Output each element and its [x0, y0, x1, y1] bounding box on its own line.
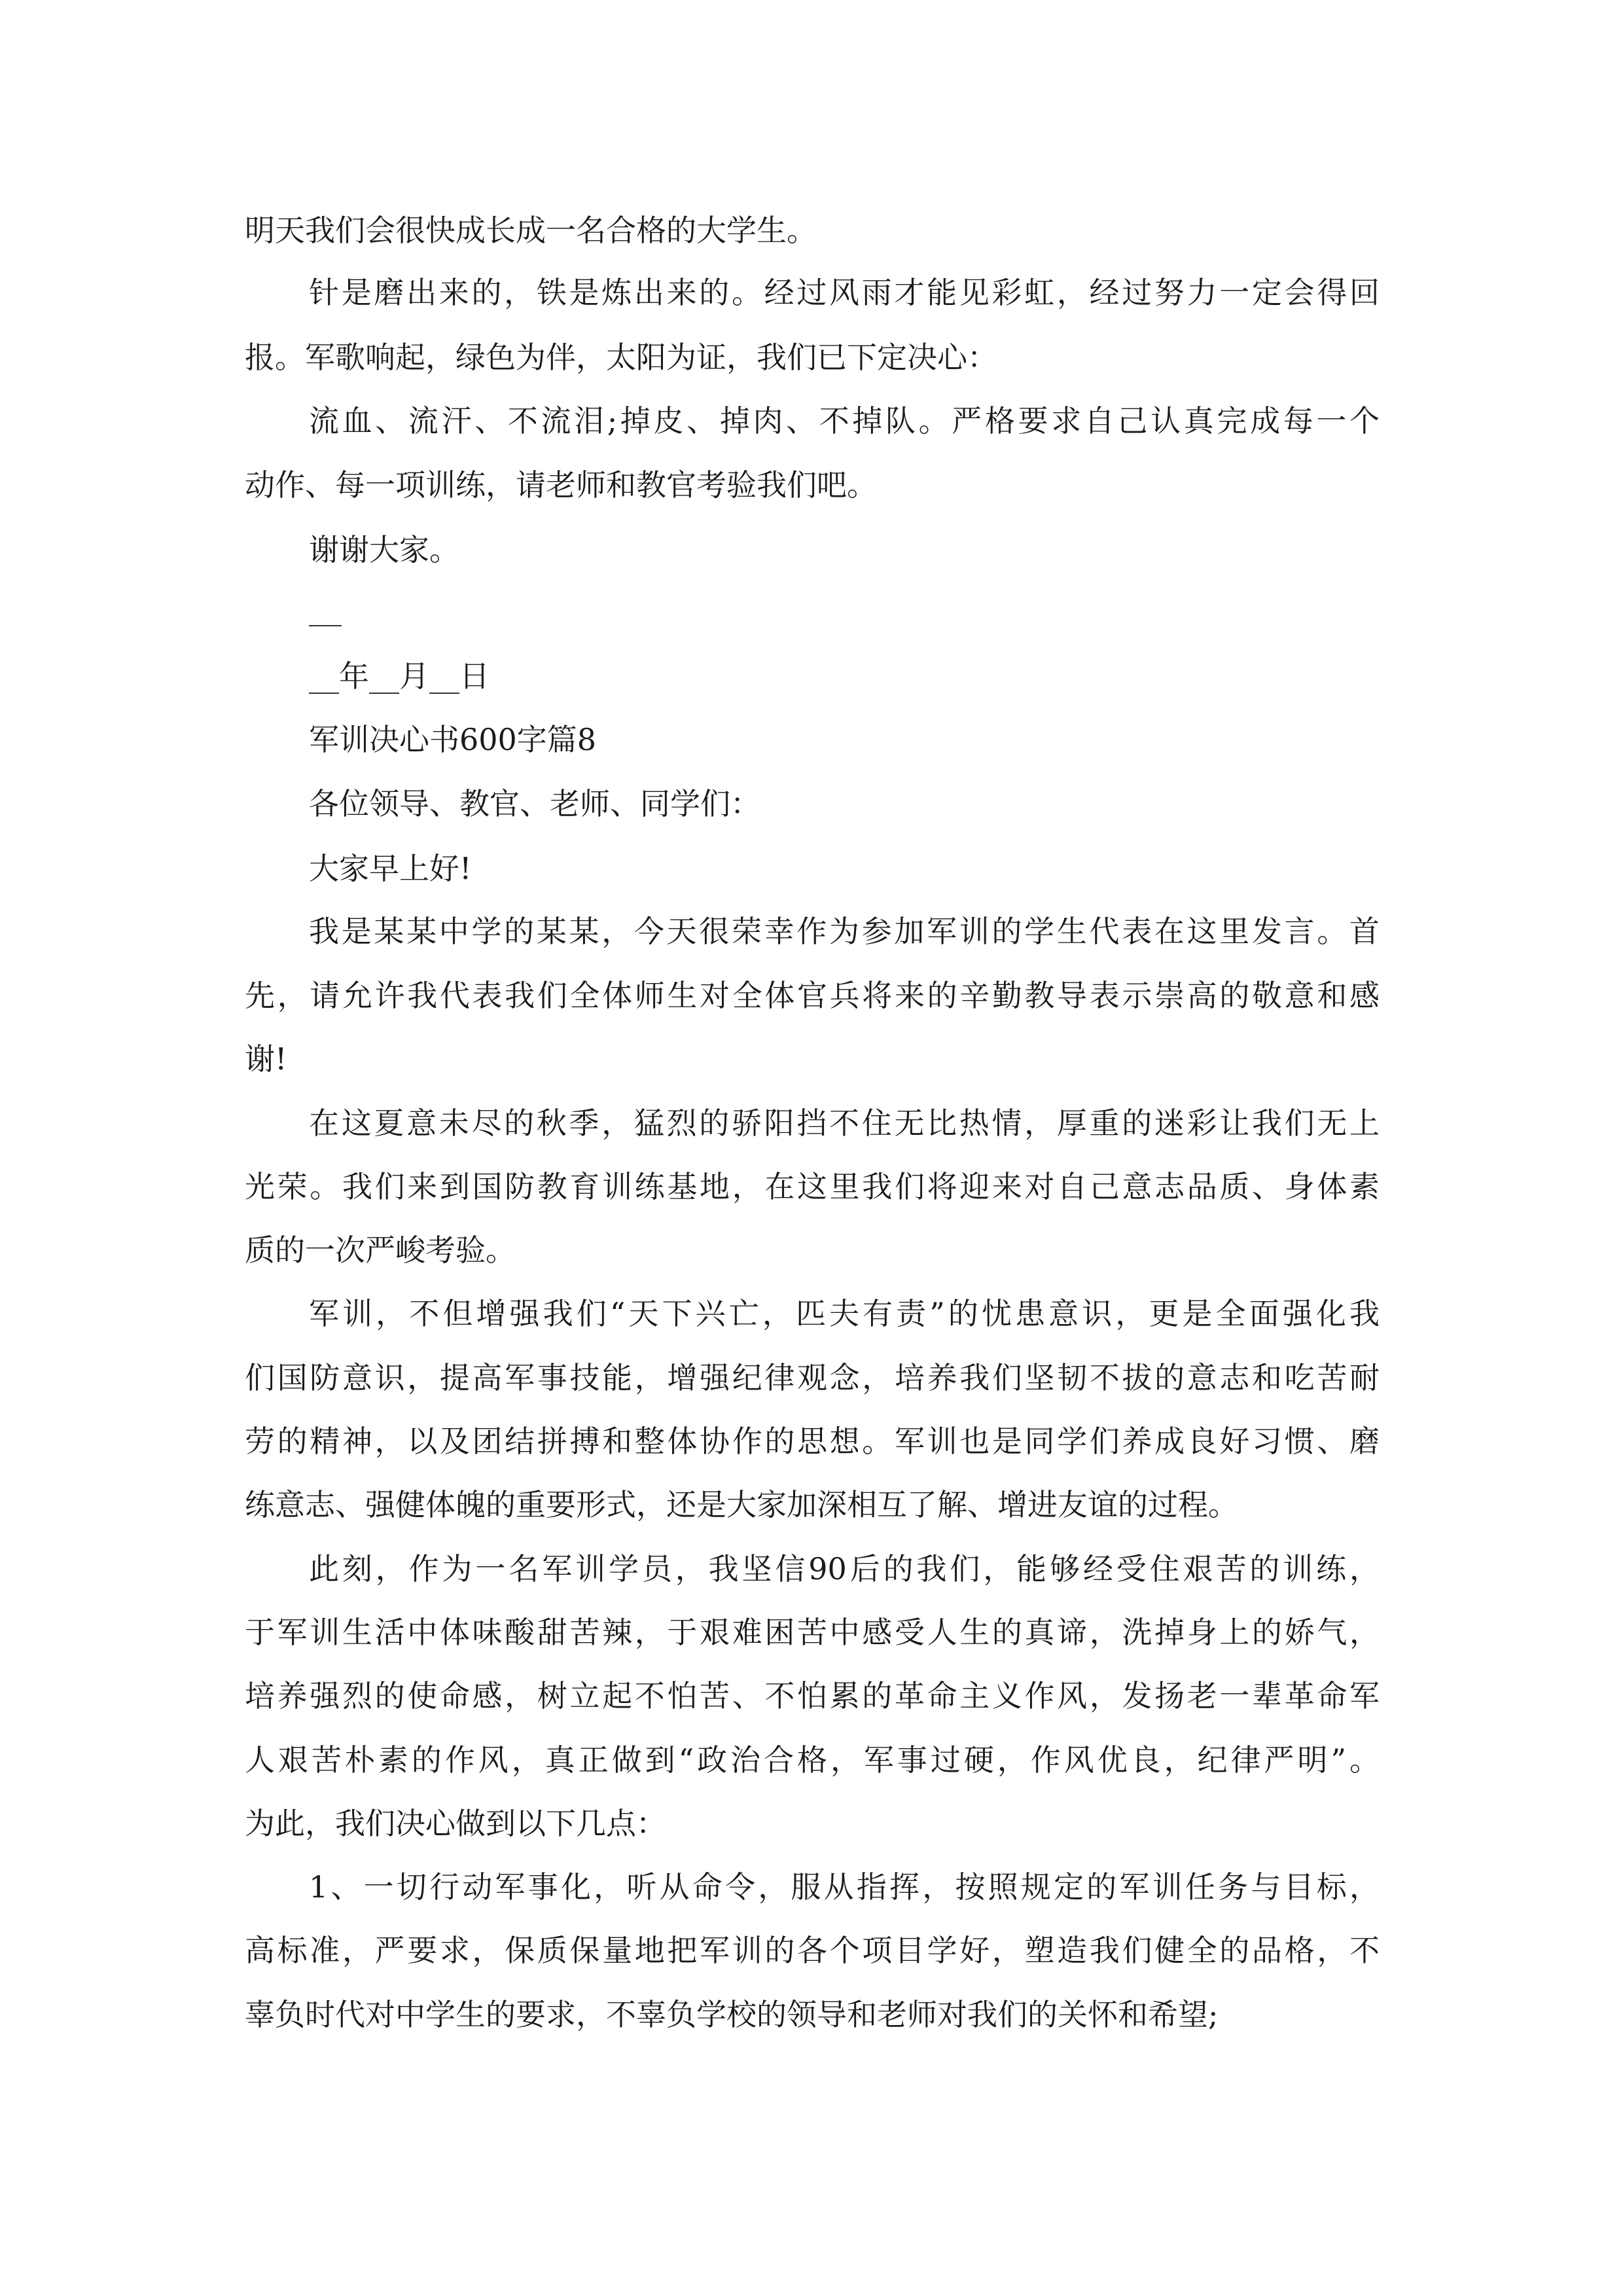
paragraph-first-line: 我是某某中学的某某，今天很荣幸作为参加军训的学生代表在这里发言。首	[309, 914, 1380, 949]
text-line: 明天我们会很快成长成一名合格的大学生。	[245, 213, 817, 248]
text-line: 练意志、强健体魄的重要形式，还是大家加深相互了解、增进友谊的过程。	[245, 1487, 1238, 1522]
text-line: 劳的精神，以及团结拼搏和整体协作的思想。军训也是同学们养成良好习惯、磨	[245, 1424, 1380, 1459]
paragraph-first-line: 针是磨出来的，铁是炼出来的。经过风雨才能见彩虹，经过努力一定会得回	[309, 275, 1380, 310]
paragraph-first-line: 军训，不但增强我们“天下兴亡，匹夫有责”的忧患意识，更是全面强化我	[309, 1296, 1380, 1331]
text-line: 们国防意识，提高军事技能，增强纪律观念，培养我们坚韧不拔的意志和吃苦耐	[245, 1360, 1380, 1395]
text-line: 质的一次严峻考验。	[245, 1232, 516, 1268]
greeting: 大家早上好!	[309, 851, 472, 886]
section-heading: 军训决心书600字篇8	[309, 722, 597, 757]
paragraph-first-line: 此刻，作为一名军训学员，我坚信90后的我们，能够经受住艰苦的训练，	[309, 1551, 1380, 1587]
text-line: 动作、每一项训练，请老师和教官考验我们吧。	[245, 467, 877, 503]
text-line: 于军训生活中体味酸甜苦辣，于艰难困苦中感受人生的真谛，洗掉身上的娇气，	[245, 1615, 1380, 1650]
closing-thanks: 谢谢大家。	[309, 532, 459, 567]
signature-blank-line	[309, 625, 342, 626]
text-line: 谢!	[245, 1041, 287, 1077]
salutation: 各位领导、教官、老师、同学们：	[309, 786, 760, 821]
list-item-first-line: 1、一切行动军事化，听从命令，服从指挥，按照规定的军训任务与目标，	[309, 1869, 1380, 1905]
text-line: 辜负时代对中学生的要求，不辜负学校的领导和老师对我们的关怀和希望;	[245, 1997, 1219, 2032]
date-line: __年__月__日	[309, 658, 490, 694]
paragraph-first-line: 流血、流汗、不流泪;掉皮、掉肉、不掉队。严格要求自己认真完成每一个	[309, 403, 1380, 439]
text-line: 为此，我们决心做到以下几点：	[245, 1806, 666, 1841]
text-line: 培养强烈的使命感，树立起不怕苦、不怕累的革命主义作风，发扬老一辈革命军	[245, 1678, 1380, 1713]
text-line: 高标准，严要求，保质保量地把军训的各个项目学好，塑造我们健全的品格，不	[245, 1933, 1380, 1968]
paragraph-first-line: 在这夏意未尽的秋季，猛烈的骄阳挡不住无比热情，厚重的迷彩让我们无上	[309, 1105, 1380, 1141]
text-line: 人艰苦朴素的作风，真正做到“政治合格，军事过硬，作风优良，纪律严明”。	[245, 1742, 1380, 1778]
text-line: 先，请允许我代表我们全体师生对全体官兵将来的辛勤教导表示崇高的敬意和感	[245, 978, 1380, 1013]
text-line: 报。军歌响起，绿色为伴，太阳为证，我们已下定决心：	[245, 340, 997, 375]
text-line: 光荣。我们来到国防教育训练基地，在这里我们将迎来对自己意志品质、身体素	[245, 1169, 1380, 1204]
